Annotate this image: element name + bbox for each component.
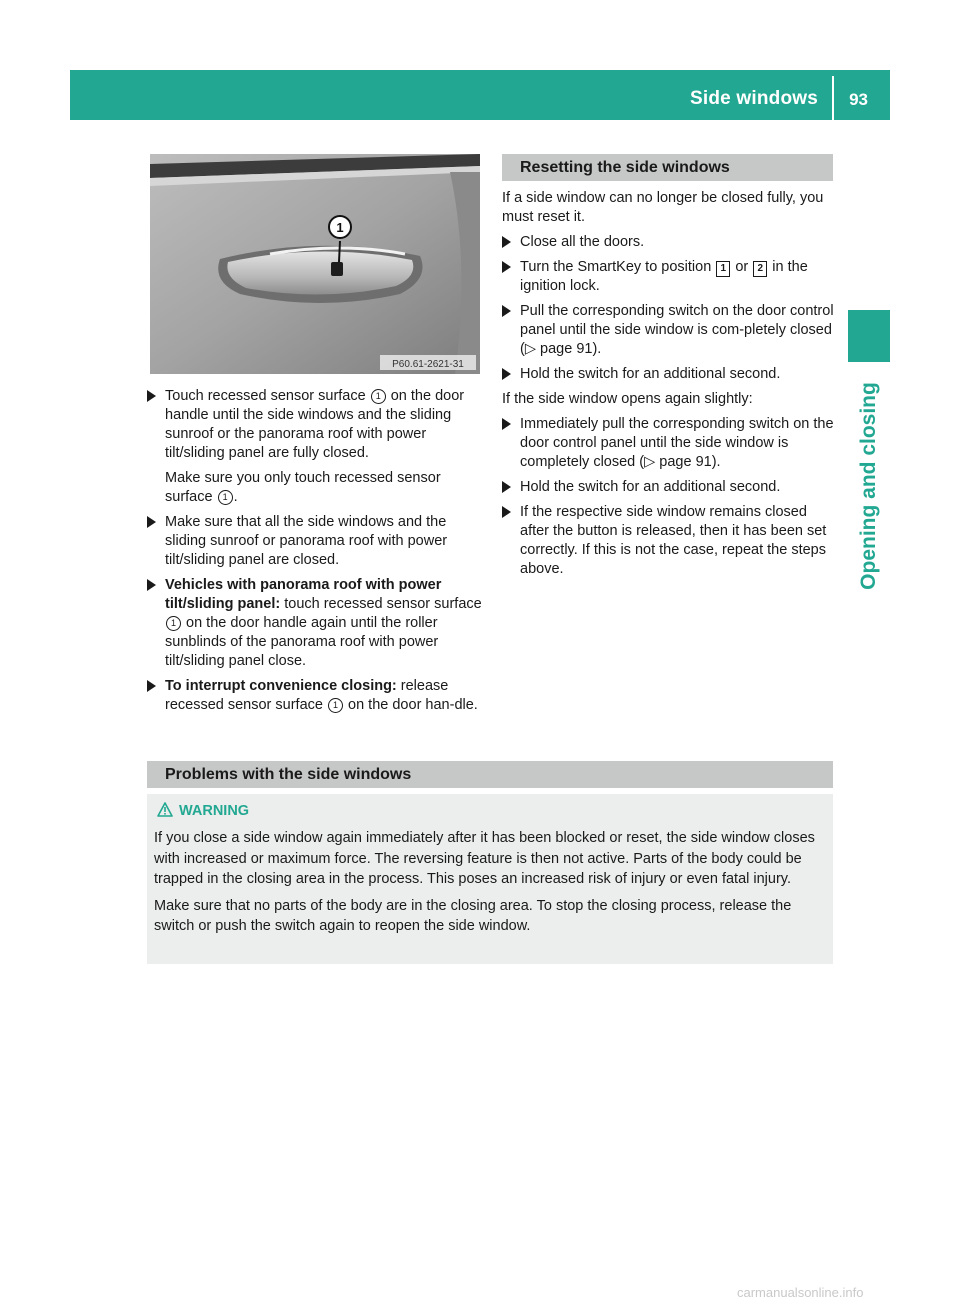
note-text: Make sure you only touch recessed sensor surface [165,470,441,505]
marker-1-icon: 1 [166,616,181,631]
key-position-2-icon: 2 [753,261,767,277]
step-arrow-icon [147,579,156,591]
step-turn-smartkey [502,258,835,296]
step-hold-switch [502,365,835,384]
warning-triangle-icon [157,802,173,821]
step-text: Pull the corresponding switch on the door control panel until the side window is com-pletely closed ( [520,303,834,357]
step-text: Turn the SmartKey to position [520,259,716,275]
step-text: or [731,259,753,275]
step-text: in the ignition lock. [520,259,808,294]
step-arrow-icon [502,506,511,518]
header-bar [70,70,890,120]
step-text: on the door handle again until the roller sunblinds of the panorama roof with power tilt/sliding panel close. [165,615,439,669]
marker-1-icon: 1 [328,698,343,713]
step-arrow-icon [502,481,511,493]
step-arrow-icon [502,368,511,380]
note-only-touch [165,469,483,507]
chapter-tab [848,310,890,362]
step-text: Touch recessed sensor surface [165,388,370,404]
page-number: 93 [849,90,868,109]
warning-paragraph: If you close a side window again immediately after it has been blocked or reset, the side window closes with increased or maximum force. The reversing feature is then not active. Parts of the body could be trapped in the closing area in the process. This poses an increased risk of injury or even fatal injury. [154,830,815,887]
header-title: Side windows [689,88,818,109]
figure-code: P60.61-2621-31 [392,359,464,370]
step-arrow-icon [147,680,156,692]
marker-1-icon: 1 [218,490,233,505]
page-reference-link[interactable]: page 91). [536,341,602,357]
section-heading-problems: Problems with the side windows [147,761,833,788]
step-verify-reset [502,503,835,579]
warning-text [154,828,830,943]
step-close-doors [502,233,835,252]
step-arrow-icon [147,390,156,402]
warning-paragraph: Make sure that no parts of the body are in the closing area. To stop the closing process, release the switch or push the switch again to reopen the side window. [154,897,792,934]
step-panorama-roof [147,576,483,671]
step-touch-sensor [147,387,483,463]
step-pull-switch [502,302,835,359]
step-pull-switch-again [502,415,835,472]
warning-heading [157,802,249,821]
figure-callout: 1 [336,220,344,235]
warning-label: WARNING [179,803,250,819]
step-arrow-icon [502,418,511,430]
key-position-1-icon: 1 [716,261,730,277]
step-hold-switch-again [502,478,835,497]
warning-box [147,794,833,964]
header-divider [832,76,834,120]
step-text: on the door han-dle. [344,697,478,713]
step-text: If the respective side window remains closed after the button is released, then it has been set correctly. If this is not the case, repeat the steps above. [520,504,827,577]
marker-1-icon: 1 [371,389,386,404]
footer-watermark: carmanualsonline.info [737,1285,864,1300]
step-text: on the door handle until the side windows and the sliding sunroof or the panorama roof with power tilt/sliding panel are fully closed. [165,388,465,461]
condition-paragraph: If the side window opens again slightly: [502,391,753,407]
chapter-label: Opening and closing [857,382,880,590]
step-interrupt-closing [147,677,483,715]
page-reference-link[interactable]: page 91). [655,454,721,470]
step-arrow-icon [502,261,511,273]
page-ref-arrow-icon: ▷ [644,454,656,470]
step-arrow-icon [147,516,156,528]
intro-paragraph: If a side window can no longer be closed fully, you must reset it. [502,190,824,225]
right-column [502,189,835,585]
step-text: Close all the doors. [520,234,645,250]
step-arrow-icon [502,236,511,248]
door-handle-photo [150,154,480,374]
left-column [147,387,483,721]
step-ensure-closed [147,513,483,570]
step-bold-text: Vehicles with panorama roof with power tilt/sliding panel: [165,577,442,612]
step-text: Immediately pull the corresponding switch on the door control panel until the side window is completely closed ( [520,416,834,470]
step-text: Hold the switch for an additional second. [520,366,781,382]
step-text: touch recessed sensor surface [280,596,482,612]
step-bold-text: To interrupt convenience closing: [165,678,397,694]
step-text: Make sure that all the side windows and the sliding sunroof or panorama roof with power tilt/sliding panel are closed. [165,514,448,568]
step-text: release recessed sensor surface [165,678,449,713]
section-heading-resetting: Resetting the side windows [502,154,833,181]
step-arrow-icon [502,305,511,317]
note-text: . [233,489,238,505]
step-text: Hold the switch for an additional second. [520,479,781,495]
page-ref-arrow-icon: ▷ [524,341,536,357]
